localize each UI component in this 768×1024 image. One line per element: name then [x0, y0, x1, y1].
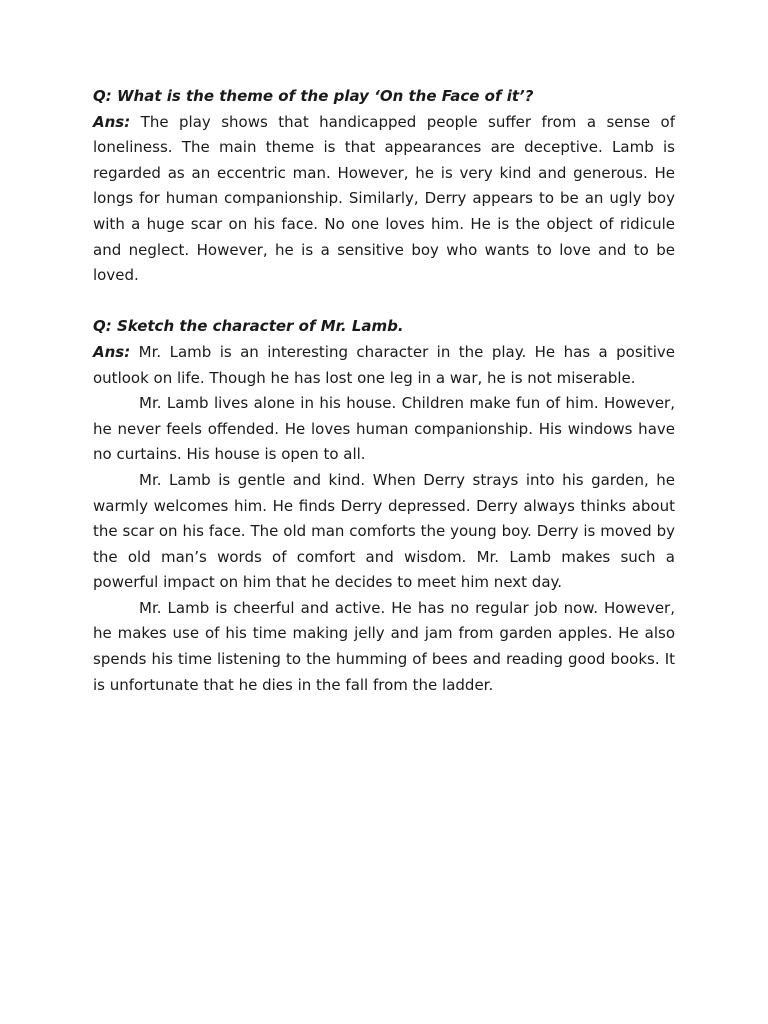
answer-text: The play shows that handicapped people suffer from a sense of loneliness. The main theme is that appearances are deceptive. Lamb is regarded as an eccentric man. However, he is very kind and generous. He longs for human companionship. Similarly, Derry appears to be an ugly boy with a huge scar on his face. No one loves him. He is the object of ridicule and neglect. However, he is a sensitive boy who wants to love and to be loved.	[93, 112, 675, 285]
qa-block-character	[93, 314, 675, 698]
question-heading: Q: Sketch the character of Mr. Lamb.	[93, 317, 404, 336]
question-heading: Q: What is the theme of the play ‘On the Face of it’?	[93, 87, 534, 105]
document-page	[93, 84, 675, 724]
qa-block-theme	[93, 84, 675, 289]
answer-paragraph	[93, 110, 675, 289]
answer-label: Ans:	[93, 342, 131, 361]
body-paragraph: Mr. Lamb is cheerful and active. He has no regular job now. However, he makes use of his time making jelly and jam from garden apples. He also spends his time listening to the humming of bees and reading good books. It is unfortunate that he dies in the fall from the ladder.	[93, 598, 675, 694]
body-paragraph: Mr. Lamb is gentle and kind. When Derry strays into his garden, he warmly welcomes him. He finds Derry depressed. Derry always thinks about the scar on his face. The old man comforts the young boy. Derry is moved by the old man’s words of comfort and wisdom. Mr. Lamb makes such a powerful impact on him that he decides to meet him next day.	[93, 470, 675, 592]
answer-label: Ans:	[93, 112, 131, 131]
body-paragraph: Mr. Lamb lives alone in his house. Children make fun of him. However, he never feels offended. He loves human companionship. His windows have no curtains. His house is open to all.	[93, 394, 675, 464]
answer-paragraph	[93, 340, 675, 391]
answer-text: Mr. Lamb is an interesting character in the play. He has a positive outlook on life. Though he has lost one leg in a war, he is not miserable.	[93, 342, 675, 387]
